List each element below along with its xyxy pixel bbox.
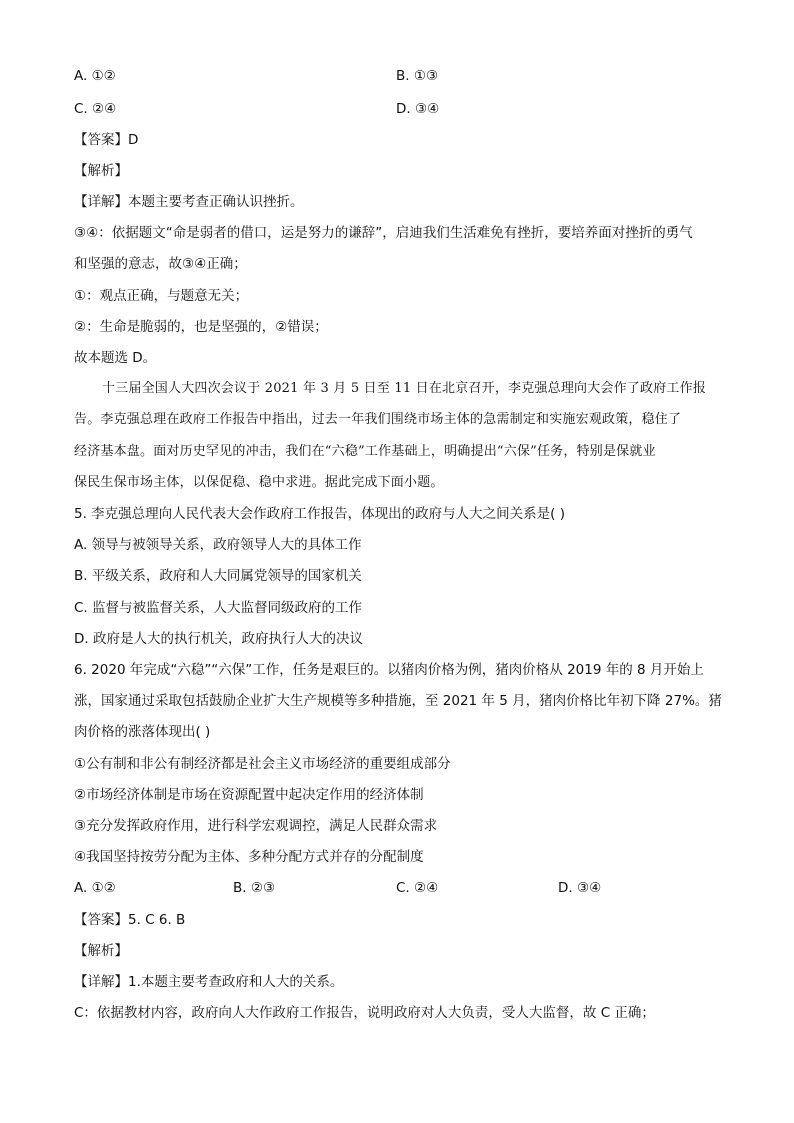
question-6-statement: ④我国坚持按劳分配为主体、多种分配方式并存的分配制度 (74, 849, 424, 865)
answer-label: 【答案】5. C 6. B (74, 912, 186, 928)
question-5-option-b: B. 平级关系，政府和人大同属党领导的国家机关 (74, 568, 362, 584)
conclusion-text: 故本题选 D。 (74, 350, 157, 366)
explanation-line: ③④：依据题文“命是弱者的借口，运是努力的谦辞”，启迪我们生活难免有挫折，要培养面对挫折的勇气 (74, 225, 693, 241)
option-d: D. ③④ (396, 101, 440, 117)
passage-line: 告。李克强总理在政府工作报告中指出，过去一年我们围绕市场主体的急需制定和实施宏观政策，稳住了 (74, 412, 682, 427)
explanation-line: C：依据教材内容，政府向人大作政府工作报告，说明政府对人大负责，受人大监督，故 C 正确； (74, 1005, 655, 1021)
detail-text: 【详解】1.本题主要考查政府和人大的关系。 (74, 974, 344, 990)
question-6-statement: ③充分发挥政府作用，进行科学宏观调控，满足人民群众需求 (74, 818, 438, 834)
explanation-line: ②：生命是脆弱的，也是坚强的，②错误； (74, 319, 328, 335)
question-5-option-a: A. 领导与被领导关系，政府领导人大的具体工作 (74, 537, 362, 553)
question-6-option-d: D. ③④ (558, 880, 602, 896)
explanation-line: ①：观点正确，与题意无关； (74, 288, 249, 304)
detail-text: 【详解】本题主要考查正确认识挫折。 (74, 194, 304, 210)
analysis-label: 【解析】 (74, 943, 128, 959)
analysis-label: 【解析】 (74, 163, 128, 179)
answer-label: 【答案】D (74, 132, 139, 148)
question-6-option-a: A. ①② (74, 880, 116, 896)
passage-line: 保民生保市场主体，以保促稳、稳中求进。据此完成下面小题。 (74, 475, 444, 490)
option-b: B. ①③ (396, 68, 439, 84)
question-6-stem: 肉价格的涨落体现出( ) (74, 724, 211, 740)
question-5-option-d: D. 政府是人大的执行机关，政府执行人大的决议 (74, 631, 363, 647)
question-6-option-b: B. ②③ (233, 880, 276, 896)
passage-line: 十三届全国人大四次会议于 2021 年 3 月 5 日至 11 日在北京召开，李克强总理向大会作了政府工作报 (102, 381, 707, 396)
question-5-stem: 5. 李克强总理向人民代表大会作政府工作报告，体现出的政府与人大之间关系是( ) (74, 506, 565, 522)
question-6-option-c: C. ②④ (396, 880, 439, 896)
option-a: A. ①② (74, 68, 116, 84)
question-6-statement: ①公有制和非公有制经济都是社会主义市场经济的重要组成部分 (74, 756, 451, 772)
explanation-line: 和坚强的意志，故③④正确； (74, 256, 247, 272)
question-6-statement: ②市场经济体制是市场在资源配置中起决定作用的经济体制 (74, 787, 424, 803)
passage-line: 经济基本盘。面对历史罕见的冲击，我们在“六稳”工作基础上，明确提出“六保”任务，特别是保就业 (74, 444, 656, 459)
option-c: C. ②④ (74, 101, 117, 117)
question-6-stem: 涨，国家通过采取包括鼓励企业扩大生产规模等多种措施，至 2021 年 5 月，猪肉价格比年初下降 27%。猪 (74, 693, 722, 709)
question-5-option-c: C. 监督与被监督关系，人大监督同级政府的工作 (74, 600, 363, 616)
question-6-stem: 6. 2020 年完成“六稳”“六保”工作，任务是艰巨的。以猪肉价格为例，猪肉价格从 2019 年的 8 月开始上 (74, 662, 704, 678)
